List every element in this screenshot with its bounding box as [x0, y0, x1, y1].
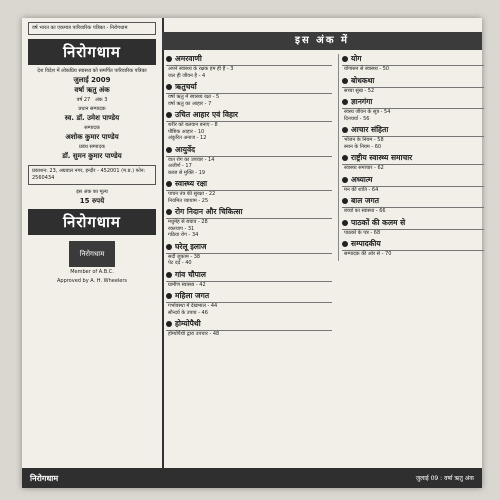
section-heading[interactable] [342, 196, 484, 208]
section-heading[interactable] [166, 319, 332, 331]
section-heading[interactable] [166, 242, 332, 254]
price-value: 15 रुपये [79, 197, 105, 205]
section-heading-text: ऋतुचर्या [175, 82, 197, 91]
bullet-icon [342, 127, 348, 133]
section-heading[interactable] [342, 76, 484, 88]
section-heading-text: होम्योपैथी [175, 319, 201, 328]
section-heading-text: बोधकथा [351, 75, 375, 85]
bullet-icon [342, 220, 348, 226]
contents-section [342, 175, 484, 194]
contents-section [342, 239, 484, 258]
section-heading[interactable] [342, 175, 484, 187]
address-box: प्रकाशन: 23, अग्रवाल नगर, इन्दौर - 452001 (म.प्र.) फोन: 2560434 [28, 165, 156, 185]
contents-item[interactable]: स्नान के नियम - 60 [344, 143, 382, 150]
section-heading[interactable] [342, 54, 484, 66]
contents-item[interactable]: स्वास्थ्य समाचार - 62 [344, 165, 384, 171]
contents-column-right [338, 54, 484, 261]
contents-item[interactable]: सम्पादक की ओर से - 70 [344, 251, 392, 257]
section-heading-text: सम्पादकीय [351, 239, 381, 248]
contents-item[interactable]: पेट दर्द - 40 [168, 260, 192, 266]
contents-item[interactable]: स्वस्थ जीवन के सूत्र - 54 [344, 109, 391, 115]
contents-section [342, 54, 484, 73]
manager-label: प्रबंध सम्पादक [79, 144, 105, 150]
manager-name: डॉ. सुमन कुमार पाण्डेय [62, 152, 122, 160]
section-heading-text: घरेलू इलाज [175, 241, 207, 251]
contents-item[interactable]: ग्रामीण स्वास्थ्य - 42 [168, 281, 206, 288]
logo-icon: निरोगधाम [69, 241, 115, 267]
contents-item[interactable]: मन की शांति - 64 [344, 186, 379, 193]
section-heading[interactable] [342, 153, 484, 165]
section-heading-text: स्वास्थ्य रक्षा [175, 179, 208, 188]
section-heading-text: योग [351, 54, 362, 63]
contents-section [166, 179, 332, 204]
bullet-icon [166, 293, 172, 299]
section-heading[interactable] [166, 207, 332, 219]
section-heading-text: महिला जगत [175, 291, 210, 300]
masthead-column [22, 18, 164, 468]
bullet-icon [166, 209, 172, 215]
bullet-icon [166, 56, 172, 62]
bullet-icon [342, 198, 348, 204]
contents-section [166, 145, 332, 177]
footer-magazine-name: निरोगधाम [30, 473, 59, 483]
contents-item[interactable]: वर्षा ऋतु में स्वास्थ्य रक्षा - 5 [168, 94, 220, 100]
coeditor-label: सम्पादक [84, 125, 100, 131]
contents-item[interactable]: जल ही जीवन है - 4 [168, 72, 206, 79]
contents-section [166, 207, 332, 239]
bullet-icon [342, 155, 348, 161]
section-heading-text: पाठकों की कलम से [351, 217, 406, 227]
contents-section [166, 291, 332, 316]
contents-item[interactable]: कब्ज से मुक्ति - 19 [168, 169, 206, 176]
top-note: वर्ष भारत का एकमात्र पारिवारिक पत्रिका - निरोगधाम [28, 22, 156, 35]
contents-section [342, 125, 484, 150]
approved-text: Approved by A. H. Wheelers [56, 278, 128, 284]
contents-section [166, 54, 332, 79]
magazine-title-lower: निरोगधाम [28, 209, 156, 235]
contents-item[interactable]: रक्तचाप - 31 [168, 225, 195, 232]
contents-item[interactable]: पाचन तंत्र की सुरक्षा - 22 [168, 191, 216, 197]
magazine-page [22, 18, 482, 488]
bullet-icon [166, 84, 172, 90]
contents-item[interactable]: अंकुरित अनाज - 12 [168, 135, 207, 141]
section-heading-text: अध्यात्म [351, 174, 373, 184]
bullet-icon [342, 56, 348, 62]
contents-item[interactable]: सच्चा सुख - 52 [344, 87, 375, 94]
contents-item[interactable]: पाठकों के पत्र - 68 [344, 229, 381, 236]
contents-section [166, 270, 332, 289]
contents-section [342, 218, 484, 237]
contents-header: इस अंक में [162, 32, 482, 50]
editor-label: प्रधान सम्पादक [78, 106, 106, 112]
contents-item[interactable]: अपने स्वास्थ्य के रक्षक हम ही हैं - 3 [168, 66, 234, 72]
editor-name: स्व. डॉ. उमेश पाण्डेय [64, 114, 120, 122]
section-heading[interactable] [166, 179, 332, 191]
section-heading[interactable] [342, 97, 484, 109]
contents-section [166, 319, 332, 338]
bullet-icon [166, 181, 172, 187]
section-heading[interactable] [342, 125, 484, 137]
section-heading-text: अमरवाणी [175, 54, 202, 63]
section-heading-text: ज्ञानगंगा [351, 97, 373, 106]
contents-item[interactable]: योगासन से स्वास्थ्य - 50 [344, 66, 390, 72]
bullet-icon [342, 99, 348, 105]
contents-item[interactable]: वर्षा ऋतु का आहार - 7 [168, 100, 212, 107]
contents-column-left [166, 54, 332, 341]
contents-section [166, 242, 332, 267]
section-heading-text: राष्ट्रीय स्वास्थ्य समाचार [351, 153, 413, 162]
contents-item[interactable]: नियमित व्यायाम - 25 [168, 197, 209, 204]
bullet-icon [166, 112, 172, 118]
contents-item[interactable]: सौन्दर्य के उपाय - 46 [168, 309, 208, 316]
section-heading[interactable] [166, 145, 332, 157]
contents-item[interactable]: होम्योपैथी द्वारा उपचार - 48 [168, 331, 220, 337]
section-heading-text: बाल जगत [351, 196, 379, 205]
contents-item[interactable]: पौष्टिक आहार - 10 [168, 128, 205, 135]
contents-section [342, 97, 484, 122]
bullet-icon [166, 147, 172, 153]
section-heading-text: आयुर्वेद [175, 144, 196, 154]
contents-item[interactable]: भोजन के नियम - 58 [344, 137, 384, 143]
volume-number: वर्ष 27 अंक 3 [76, 97, 108, 103]
contents-item[interactable]: गर्भावस्था में देखभाल - 44 [168, 303, 218, 309]
contents-section [166, 110, 332, 142]
magazine-title: निरोगधाम [28, 39, 156, 65]
issue-date: जुलाई 2009 [73, 76, 111, 84]
section-heading-text: गांव चौपाल [175, 269, 206, 279]
section-heading[interactable] [166, 82, 332, 94]
issue-season: वर्षा ऋतु अंक [74, 86, 110, 94]
section-heading-text: रोग निदान और चिकित्सा [175, 207, 243, 216]
section-heading[interactable] [166, 291, 332, 303]
bullet-icon [342, 177, 348, 183]
section-heading[interactable] [166, 270, 332, 282]
footer-issue-line: जुलाई 09 : वर्षा ऋतु अंक [415, 475, 474, 482]
section-heading[interactable] [166, 110, 332, 122]
contents-item[interactable]: बच्चों का स्वास्थ्य - 66 [344, 208, 386, 214]
contents-section [166, 82, 332, 107]
section-heading[interactable] [342, 218, 484, 230]
section-heading[interactable] [342, 239, 484, 251]
contents-item[interactable]: अजीर्ण - 17 [168, 163, 192, 169]
member-text: Member of A.B.C. [70, 269, 114, 275]
contents-item[interactable]: गठिया रोग - 34 [168, 232, 199, 238]
contents-section [342, 196, 484, 215]
contents-item[interactable]: मधुमेह से बचाव - 28 [168, 219, 208, 225]
section-heading-text: उचित आहार एवं विहार [175, 110, 239, 119]
bullet-icon [342, 241, 348, 247]
contents-item[interactable]: सर्दी जुकाम - 38 [168, 253, 201, 260]
section-heading-text: आचार संहिता [351, 125, 389, 134]
page-footer [22, 468, 482, 488]
bullet-icon [166, 321, 172, 327]
bullet-icon [342, 78, 348, 84]
contents-item[interactable]: शरीर को बलवान बनाए - 8 [168, 122, 218, 128]
tagline: देश विदेश में लोकप्रिय स्वास्थ्य को समर्पित पारिवारिक पत्रिका [37, 68, 147, 74]
section-heading[interactable] [166, 54, 332, 66]
price-label: इस अंक का मूल्य [76, 189, 108, 195]
bullet-icon [166, 272, 172, 278]
coeditor-name: अशोक कुमार पाण्डेय [65, 133, 119, 141]
contents-item[interactable]: दिनचर्या - 56 [344, 115, 370, 122]
contents-section [342, 153, 484, 172]
contents-item[interactable]: वात रोग का उपचार - 14 [168, 156, 215, 163]
contents-section [342, 76, 484, 95]
bullet-icon [166, 244, 172, 250]
